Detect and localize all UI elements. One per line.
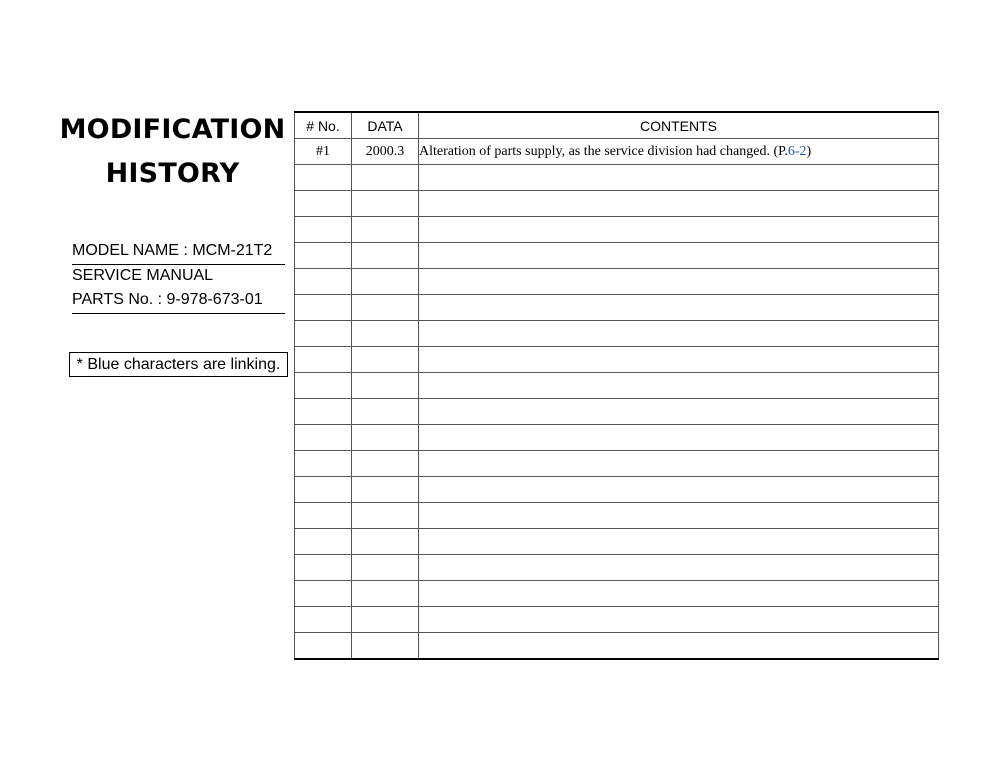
empty-contents-cell <box>419 191 939 217</box>
empty-date-cell <box>352 217 419 243</box>
empty-number-cell <box>295 243 352 269</box>
empty-contents-cell <box>419 269 939 295</box>
contents-text: Alteration of parts supply, as the service division had changed. (P. <box>419 143 788 159</box>
empty-date-cell <box>352 529 419 555</box>
empty-date-cell <box>352 165 419 191</box>
empty-number-cell <box>295 581 352 607</box>
empty-number-cell <box>295 217 352 243</box>
empty-date-cell <box>352 555 419 581</box>
empty-contents-cell <box>419 399 939 425</box>
empty-number-cell <box>295 529 352 555</box>
table-row <box>295 347 939 373</box>
table-row <box>295 243 939 269</box>
header-row <box>295 112 939 139</box>
row-contents <box>419 139 939 165</box>
empty-contents-cell <box>419 165 939 191</box>
empty-contents-cell <box>419 607 939 633</box>
table-row <box>295 503 939 529</box>
title-line-2: HISTORY <box>105 158 240 189</box>
empty-date-cell <box>352 347 419 373</box>
table-row <box>295 217 939 243</box>
empty-number-cell <box>295 607 352 633</box>
empty-date-cell <box>352 451 419 477</box>
header-data: DATA <box>352 112 419 139</box>
table-row <box>295 581 939 607</box>
empty-date-cell <box>352 191 419 217</box>
empty-contents-cell <box>419 529 939 555</box>
row-number: #1 <box>295 139 352 165</box>
empty-number-cell <box>295 191 352 217</box>
empty-contents-cell <box>419 555 939 581</box>
empty-date-cell <box>352 581 419 607</box>
empty-contents-cell <box>419 477 939 503</box>
empty-number-cell <box>295 451 352 477</box>
empty-date-cell <box>352 503 419 529</box>
empty-number-cell <box>295 425 352 451</box>
link-note: * Blue characters are linking. <box>69 352 288 377</box>
page-link[interactable]: 6-2 <box>787 143 807 159</box>
empty-date-cell <box>352 425 419 451</box>
table-row <box>295 607 939 633</box>
empty-number-cell <box>295 269 352 295</box>
table-row <box>295 165 939 191</box>
empty-number-cell <box>295 477 352 503</box>
empty-date-cell <box>352 399 419 425</box>
table-row <box>295 269 939 295</box>
empty-date-cell <box>352 269 419 295</box>
table-row <box>295 425 939 451</box>
table-row <box>295 477 939 503</box>
table-row <box>295 139 939 165</box>
table-row <box>295 191 939 217</box>
header-number: # No. <box>295 112 352 139</box>
empty-number-cell <box>295 165 352 191</box>
empty-contents-cell <box>419 373 939 399</box>
table-row <box>295 555 939 581</box>
table-row <box>295 399 939 425</box>
empty-contents-cell <box>419 217 939 243</box>
empty-date-cell <box>352 321 419 347</box>
empty-number-cell <box>295 503 352 529</box>
contents-end: ) <box>806 143 812 159</box>
empty-contents-cell <box>419 243 939 269</box>
empty-number-cell <box>295 399 352 425</box>
parts-number: PARTS No. : 9-978-673-01 <box>72 289 285 314</box>
empty-contents-cell <box>419 503 939 529</box>
table-row <box>295 633 939 660</box>
empty-contents-cell <box>419 581 939 607</box>
empty-date-cell <box>352 633 419 660</box>
empty-contents-cell <box>419 451 939 477</box>
empty-number-cell <box>295 321 352 347</box>
modification-table <box>294 111 939 660</box>
empty-contents-cell <box>419 321 939 347</box>
empty-number-cell <box>295 347 352 373</box>
table-row <box>295 321 939 347</box>
table-row <box>295 373 939 399</box>
title-line-1: MODIFICATION <box>59 114 286 145</box>
model-name: MODEL NAME : MCM-21T2 <box>72 240 285 265</box>
empty-date-cell <box>352 243 419 269</box>
table-row <box>295 529 939 555</box>
empty-number-cell <box>295 633 352 660</box>
empty-number-cell <box>295 555 352 581</box>
row-date: 2000.3 <box>352 139 419 165</box>
empty-date-cell <box>352 295 419 321</box>
header-contents: CONTENTS <box>419 112 939 139</box>
empty-date-cell <box>352 373 419 399</box>
empty-contents-cell <box>419 425 939 451</box>
empty-contents-cell <box>419 347 939 373</box>
empty-contents-cell <box>419 633 939 660</box>
table-row <box>295 451 939 477</box>
empty-date-cell <box>352 477 419 503</box>
empty-contents-cell <box>419 295 939 321</box>
empty-date-cell <box>352 607 419 633</box>
table-row <box>295 295 939 321</box>
empty-number-cell <box>295 295 352 321</box>
service-manual: SERVICE MANUAL <box>72 267 214 284</box>
empty-number-cell <box>295 373 352 399</box>
